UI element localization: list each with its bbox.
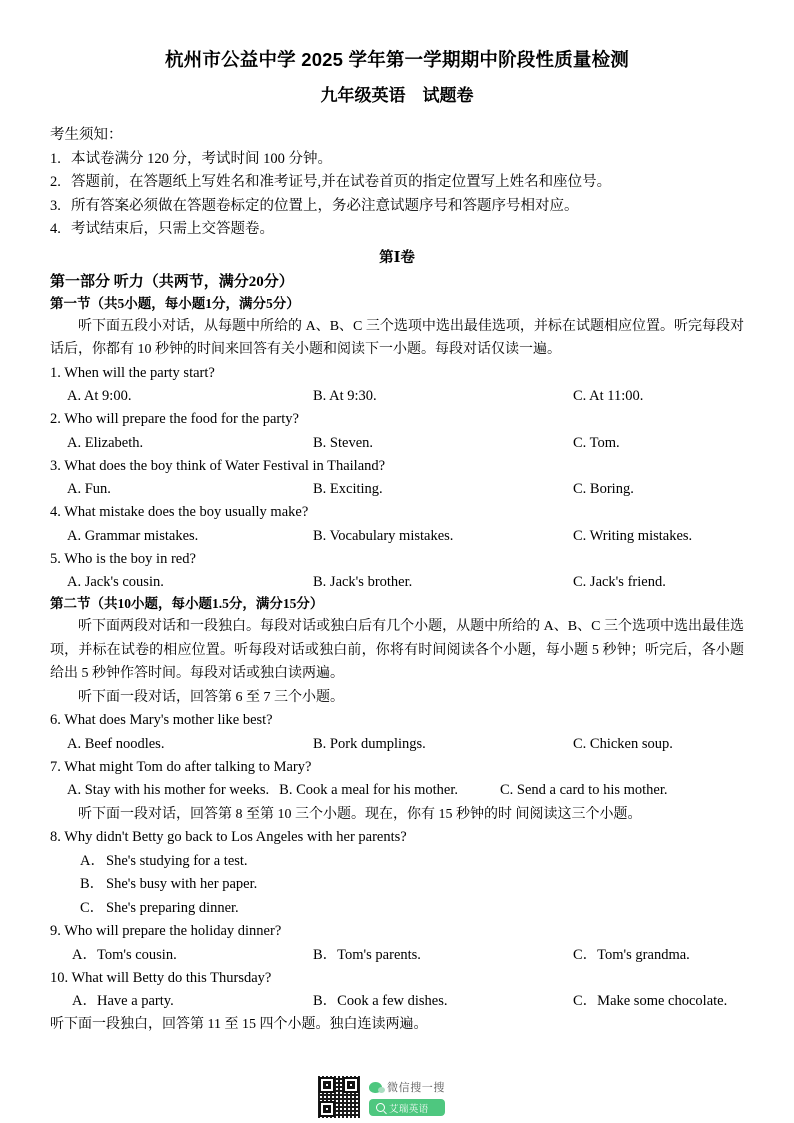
page-title: 杭州市公益中学 2025 学年第一学期期中阶段性质量检测 bbox=[164, 49, 630, 70]
option-row bbox=[50, 944, 744, 967]
option-b[interactable]: B. Pork dumplings. bbox=[313, 735, 426, 752]
option-b[interactable]: B. Vocabulary mistakes. bbox=[313, 527, 454, 544]
option-c[interactable]: C. Boring. bbox=[573, 481, 634, 498]
notice-item-number: 1. bbox=[50, 150, 61, 167]
notice-item-text: 考试结束后，只需上交答题卷。 bbox=[71, 221, 274, 238]
option-c[interactable]: C．Tom's grandma. bbox=[573, 946, 690, 963]
option-a[interactable]: A. Stay with his mother for weeks. bbox=[67, 782, 270, 799]
question-stem: 10. What will Betty do this Thursday? bbox=[50, 969, 272, 986]
notice-heading: 考生须知： bbox=[50, 127, 123, 144]
page-content bbox=[50, 46, 744, 1037]
listening-cue-6-7: 听下面一段对话，回答第 6 至 7 三个小题。 bbox=[78, 689, 344, 705]
question-stem: 2. Who will prepare the food for the party? bbox=[50, 411, 299, 428]
question-stem: 7. What might Tom do after talking to Mary? bbox=[50, 758, 312, 775]
search-keyword-pill[interactable] bbox=[369, 1099, 445, 1116]
option-c[interactable]: C. Writing mistakes. bbox=[573, 527, 693, 544]
listening-cue-11-15: 听下面一段独白，回答第 11 至 15 四个小题。独白连读两遍。 bbox=[50, 1017, 428, 1033]
qr-code-icon[interactable] bbox=[318, 1076, 360, 1118]
section-two-heading: 第二节（共10小题，每小题1.5分，满分15分） bbox=[50, 596, 324, 612]
wechat-search-line bbox=[369, 1079, 445, 1095]
option-a[interactable]: A. Jack's cousin. bbox=[67, 574, 164, 591]
search-keyword-label: 艾瑞英语 bbox=[389, 1103, 429, 1115]
option-row bbox=[50, 733, 744, 756]
option-b[interactable]: B. At 9:30. bbox=[313, 388, 377, 405]
option-a-label: A． bbox=[80, 852, 105, 869]
option-c-text: She's preparing dinner. bbox=[106, 899, 239, 916]
option-c[interactable] bbox=[50, 897, 744, 920]
section-two-instruction: 听下面两段对话和一段独白。每段对话或独白后有几个小题，从题中所给的 A、B、C 三个选项中选出最佳选项，并标在试卷的相应位置。听每段对话或独白前，你将有时间阅读各个小题，每小题 5 秒钟；听完后，各小题给出 5 秒钟作答时间。每段对话或独白读两遍。 bbox=[50, 619, 744, 682]
wechat-search-label: 微信搜一搜 bbox=[387, 1082, 445, 1094]
option-b[interactable]: B．Tom's parents. bbox=[313, 946, 421, 963]
volume-label: 第Ⅰ卷 bbox=[379, 249, 415, 266]
option-a[interactable]: A. At 9:00. bbox=[67, 388, 132, 405]
option-c[interactable]: C. Tom. bbox=[573, 434, 620, 451]
option-c[interactable]: C．Make some chocolate. bbox=[573, 993, 728, 1010]
option-row bbox=[50, 525, 744, 548]
notice-item-number: 3. bbox=[50, 197, 61, 214]
option-b-label: B． bbox=[80, 876, 105, 893]
option-b[interactable]: B. Cook a meal for his mother. bbox=[279, 782, 458, 799]
question-stem: 3. What does the boy think of Water Festival in Thailand? bbox=[50, 457, 386, 474]
footer-promo bbox=[318, 1072, 478, 1122]
question-stem: 9. Who will prepare the holiday dinner? bbox=[50, 923, 282, 940]
option-row bbox=[50, 385, 744, 408]
option-a[interactable] bbox=[50, 850, 744, 873]
notice-item bbox=[50, 218, 744, 241]
option-a[interactable]: A．Tom's cousin. bbox=[72, 946, 177, 963]
question-stem: 5. Who is the boy in red? bbox=[50, 550, 196, 567]
option-row bbox=[50, 571, 744, 594]
part-one-heading: 第一部分 听力（共两节，满分20分） bbox=[50, 274, 294, 291]
option-a-text: She's studying for a test. bbox=[106, 852, 248, 869]
promo-text-block bbox=[369, 1078, 445, 1116]
notice-item-number: 2. bbox=[50, 174, 61, 191]
question-stem: 1. When will the party start? bbox=[50, 364, 215, 381]
section-one-instruction: 听下面五段小对话，从每题中所给的 A、B、C 三个选项中选出最佳选项，并标在试题相应位置。听完每段对话后，你都有 10 秒钟的时间来回答有关小题和阅读下一小题。每段对话仅读一遍。 bbox=[50, 318, 744, 358]
option-c[interactable]: C. Chicken soup. bbox=[573, 735, 673, 752]
option-c[interactable]: C. Send a card to his mother. bbox=[499, 782, 668, 799]
option-row bbox=[50, 432, 744, 455]
notice-item bbox=[50, 195, 744, 218]
page-subtitle: 九年级英语 试题卷 bbox=[320, 85, 474, 105]
option-a[interactable]: A．Have a party. bbox=[72, 993, 174, 1010]
notice-block bbox=[50, 124, 744, 241]
section-one-heading: 第一节（共5小题，每小题1分，满分5分） bbox=[50, 295, 300, 311]
notice-item-number: 4. bbox=[50, 221, 61, 238]
option-b-text: She's busy with her paper. bbox=[106, 876, 258, 893]
option-c[interactable]: C. At 11:00. bbox=[573, 388, 644, 405]
question-stem: 4. What mistake does the boy usually make? bbox=[50, 504, 309, 521]
option-b[interactable]: B. Jack's brother. bbox=[313, 574, 413, 591]
option-b[interactable]: B．Cook a few dishes. bbox=[313, 993, 448, 1010]
search-icon bbox=[376, 1103, 385, 1112]
notice-item-text: 答题前，在答题纸上写姓名和准考证号,并在试卷首页的指定位置写上姓名和座位号。 bbox=[71, 174, 612, 191]
option-b[interactable]: B. Exciting. bbox=[313, 481, 383, 498]
question-stem: 8. Why didn't Betty go back to Los Angeles with her parents? bbox=[50, 829, 407, 846]
option-c[interactable]: C. Jack's friend. bbox=[573, 574, 666, 591]
option-b[interactable] bbox=[50, 873, 744, 896]
option-b[interactable]: B. Steven. bbox=[313, 434, 374, 451]
listening-cue-8-10: 听下面一段对话，回答第 8 至第 10 三个小题。现在，你有 15 秒钟的时 间阅读这三个小题。 bbox=[78, 806, 642, 822]
notice-item-text: 本试卷满分 120 分，考试时间 100 分钟。 bbox=[71, 150, 332, 167]
notice-item bbox=[50, 148, 744, 171]
option-c-label: C． bbox=[80, 899, 105, 916]
option-row bbox=[50, 990, 744, 1013]
question-stem: 6. What does Mary's mother like best? bbox=[50, 712, 273, 729]
wechat-logo-icon bbox=[369, 1082, 382, 1093]
option-row bbox=[50, 478, 744, 501]
option-row bbox=[50, 779, 744, 802]
option-a[interactable]: A. Elizabeth. bbox=[67, 434, 144, 451]
option-a[interactable]: A. Fun. bbox=[67, 481, 111, 498]
notice-item-text: 所有答案必须做在答题卷标定的位置上，务必注意试题序号和答题序号相对应。 bbox=[71, 197, 579, 214]
option-a[interactable]: A. Beef noodles. bbox=[67, 735, 165, 752]
notice-item bbox=[50, 171, 744, 194]
option-a[interactable]: A. Grammar mistakes. bbox=[67, 527, 199, 544]
